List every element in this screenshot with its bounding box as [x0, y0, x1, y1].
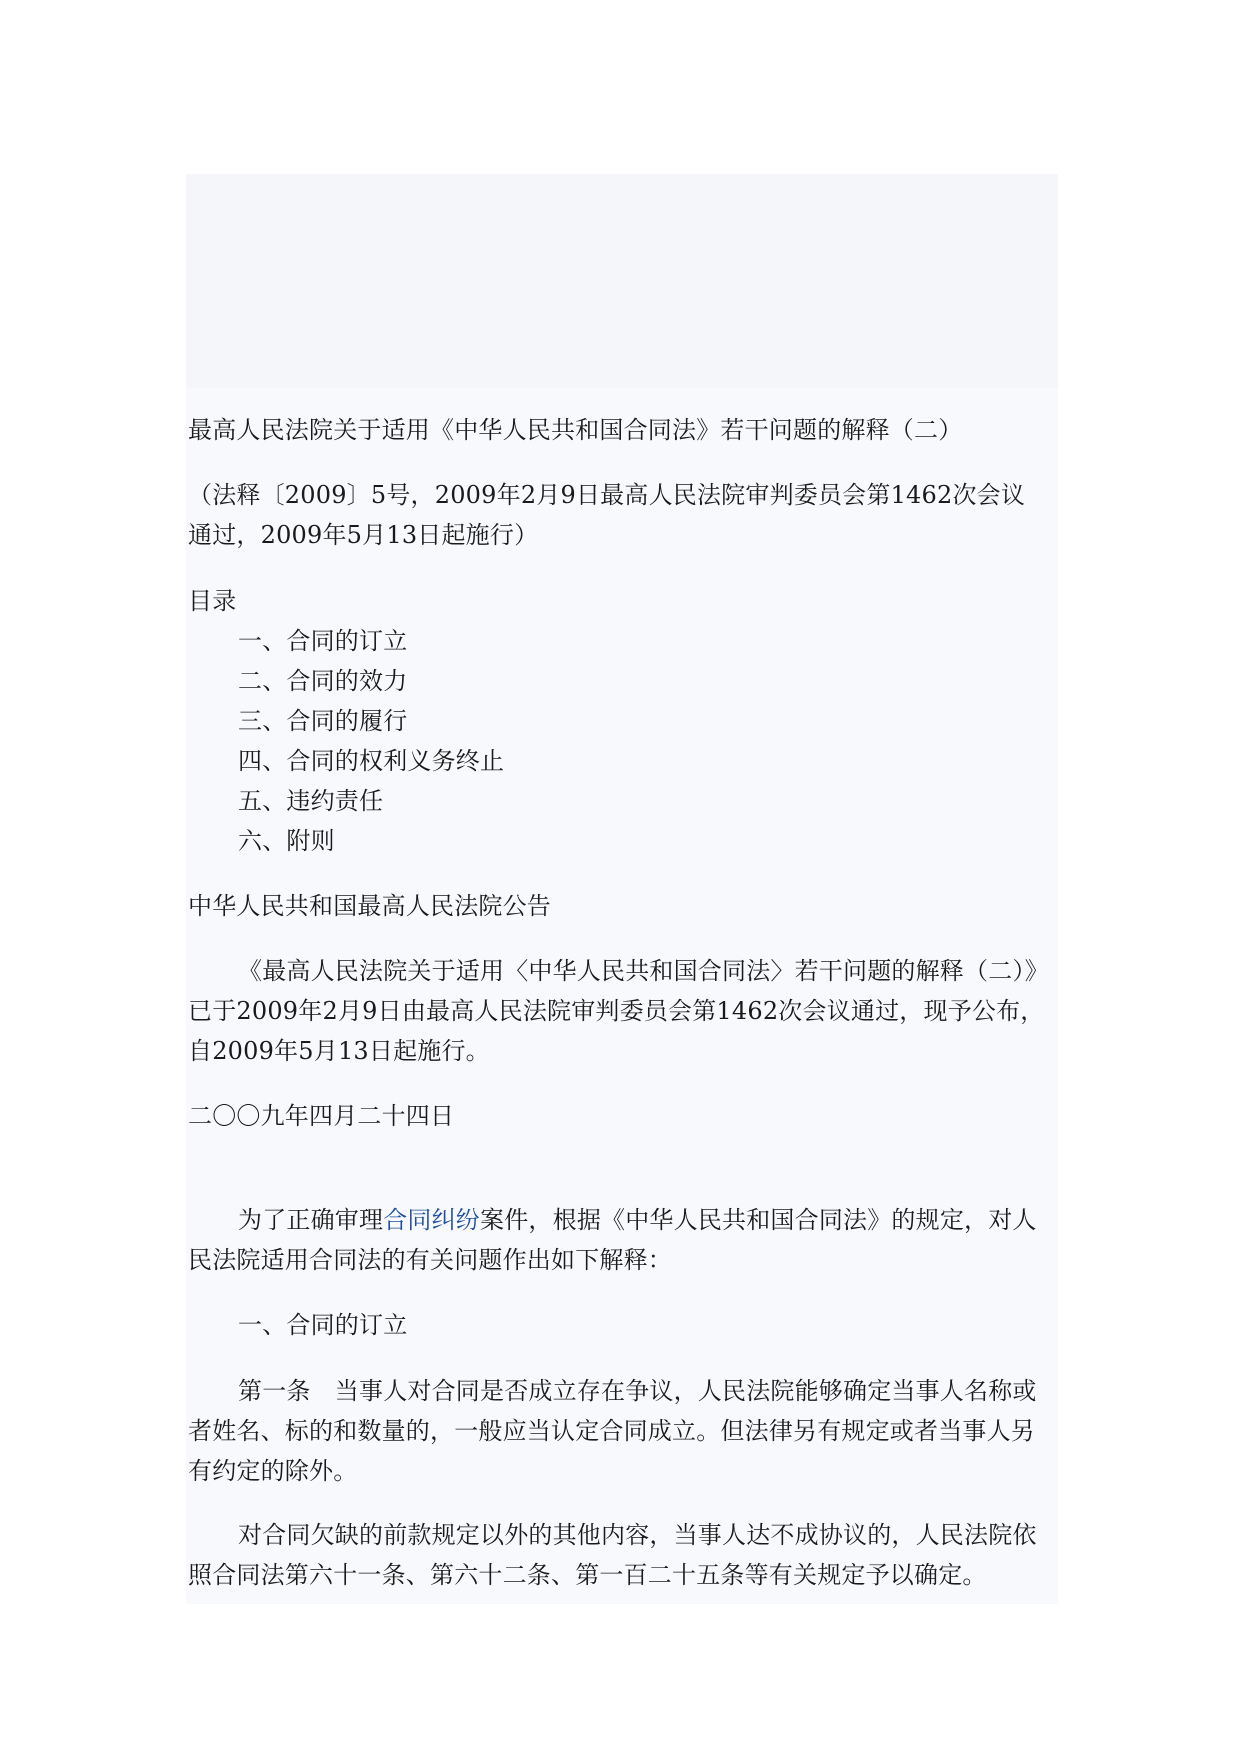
preamble-text-post: 案件，根据《中华人民共和国合同法》的规定，对人	[480, 1206, 1037, 1234]
toc-item-6: 六、附则	[238, 827, 335, 855]
preamble-text-pre: 为了正确审理	[238, 1206, 384, 1234]
toc-item-2: 二、合同的效力	[238, 667, 408, 695]
toc-item-4: 四、合同的权利义务终止	[238, 747, 505, 775]
article-1-line-1: 第一条 当事人对合同是否成立存在争议，人民法院能够确定当事人名称或	[238, 1377, 1037, 1405]
toc-heading: 目录	[188, 587, 237, 615]
announcement-line-2: 已于2009年2月9日由最高人民法院审判委员会第1462次会议通过，现予公布，	[188, 997, 1045, 1025]
announcement-date: 二〇〇九年四月二十四日	[188, 1102, 455, 1130]
announcement-line-1: 《最高人民法院关于适用〈中华人民共和国合同法〉若干问题的解释（二）》	[238, 957, 1049, 985]
document-title: 最高人民法院关于适用《中华人民共和国合同法》若干问题的解释（二）	[188, 416, 963, 444]
article-1-line-3: 有约定的除外。	[188, 1457, 358, 1485]
toc-item-5: 五、违约责任	[238, 787, 384, 815]
announcement-line-3: 自2009年5月13日起施行。	[188, 1037, 490, 1065]
doc-number-line-2: 通过，2009年5月13日起施行）	[188, 521, 539, 549]
section-1-heading: 一、合同的订立	[238, 1311, 408, 1339]
paragraph-2-line-1: 对合同欠缺的前款规定以外的其他内容，当事人达不成协议的，人民法院依	[238, 1521, 1037, 1549]
preamble-line-2: 民法院适用合同法的有关问题作出如下解释：	[188, 1246, 672, 1274]
contract-dispute-link[interactable]: 合同纠纷	[383, 1206, 481, 1234]
blank-banner-area	[186, 174, 1058, 388]
announcement-heading: 中华人民共和国最高人民法院公告	[188, 892, 551, 920]
preamble-line-1	[238, 1205, 1037, 1235]
paragraph-2-line-2: 照合同法第六十一条、第六十二条、第一百二十五条等有关规定予以确定。	[188, 1561, 987, 1589]
doc-number-line-1: （法释〔2009〕5号，2009年2月9日最高人民法院审判委员会第1462次会议	[188, 481, 1026, 509]
article-1-line-2: 者姓名、标的和数量的，一般应当认定合同成立。但法律另有规定或者当事人另	[188, 1417, 1035, 1445]
toc-item-3: 三、合同的履行	[238, 707, 408, 735]
toc-item-1: 一、合同的订立	[238, 627, 408, 655]
